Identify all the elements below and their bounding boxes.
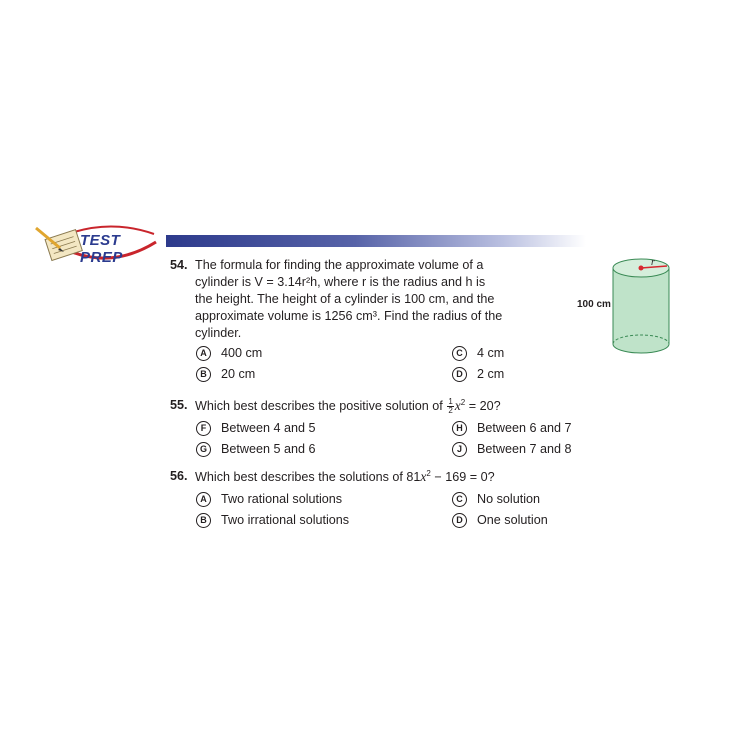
question-prompt: Which best describes the positive solution of <box>195 399 447 413</box>
question-number: 55. <box>170 398 188 412</box>
choice-text: Two rational solutions <box>221 492 343 506</box>
choice-54-c[interactable] <box>452 345 504 361</box>
choice-text: 400 cm <box>221 346 263 360</box>
exponent: 2 <box>460 397 466 407</box>
exponent: 2 <box>426 468 431 478</box>
choice-56-a[interactable] <box>196 491 342 507</box>
question-prompt: Which best describes the solutions of 81 <box>195 470 421 484</box>
choice-text: 4 cm <box>477 346 505 360</box>
choice-text: Between 5 and 6 <box>221 442 316 456</box>
choice-bubble[interactable]: G <box>196 442 211 457</box>
radius-label: r <box>651 257 655 268</box>
question-prompt-end: − 169 = 0? <box>430 470 495 484</box>
choice-bubble[interactable]: C <box>452 346 467 361</box>
choice-bubble[interactable]: B <box>196 367 211 382</box>
choice-text: Between 7 and 8 <box>477 442 572 456</box>
question-line: The formula for finding the approximate volume of a <box>195 258 484 272</box>
choice-text: 2 cm <box>477 367 505 381</box>
choice-55-f[interactable] <box>196 420 316 436</box>
question-text <box>195 468 495 486</box>
choice-54-a[interactable] <box>196 345 262 361</box>
choice-bubble[interactable]: B <box>196 513 211 528</box>
test-prep-title: TEST PREP <box>80 232 123 266</box>
question-number: 54. <box>170 258 188 272</box>
choice-text: Between 4 and 5 <box>221 421 316 435</box>
choice-bubble[interactable]: A <box>196 492 211 507</box>
question-prompt-end: = 20? <box>465 399 501 413</box>
choice-text: One solution <box>477 513 548 527</box>
choice-bubble[interactable]: D <box>452 367 467 382</box>
choice-56-d[interactable] <box>452 512 548 528</box>
question-line: approximate volume is 1256 cm³. Find the radius of the <box>195 309 503 323</box>
choice-bubble[interactable]: F <box>196 421 211 436</box>
choice-56-b[interactable] <box>196 512 349 528</box>
question-text <box>195 397 501 415</box>
choice-text: Between 6 and 7 <box>477 421 572 435</box>
question-54 <box>170 257 550 347</box>
question-line: the height. The height of a cylinder is 100 cm, and the <box>195 292 495 306</box>
fraction-numerator: 1 <box>448 397 453 407</box>
cylinder-height-label: 100 cm <box>577 299 611 310</box>
question-55 <box>170 397 570 417</box>
choice-55-j[interactable] <box>452 441 572 457</box>
choice-bubble[interactable]: A <box>196 346 211 361</box>
question-line: cylinder is V = 3.14r²h, where r is the radius and h is <box>195 275 486 289</box>
fraction-denominator: 2 <box>448 406 453 416</box>
variable-x: x <box>454 398 461 413</box>
choice-56-c[interactable] <box>452 491 540 507</box>
choice-54-d[interactable] <box>452 366 504 382</box>
choice-bubble[interactable]: J <box>452 442 467 457</box>
choice-text: Two irrational solutions <box>221 513 350 527</box>
choice-55-h[interactable] <box>452 420 572 436</box>
question-56 <box>170 468 570 488</box>
variable-x: x <box>420 469 427 484</box>
choice-55-g[interactable] <box>196 441 316 457</box>
choice-54-b[interactable] <box>196 366 255 382</box>
choice-bubble[interactable]: H <box>452 421 467 436</box>
choice-bubble[interactable]: D <box>452 513 467 528</box>
choice-bubble[interactable]: C <box>452 492 467 507</box>
header-gradient-bar <box>166 235 586 247</box>
cylinder-figure <box>608 256 678 360</box>
test-prep-logo <box>34 222 164 266</box>
choice-text: No solution <box>477 492 541 506</box>
fraction <box>447 398 453 415</box>
choice-text: 20 cm <box>221 367 256 381</box>
question-number: 56. <box>170 469 188 483</box>
question-text <box>195 257 502 342</box>
question-line: cylinder. <box>195 326 242 340</box>
